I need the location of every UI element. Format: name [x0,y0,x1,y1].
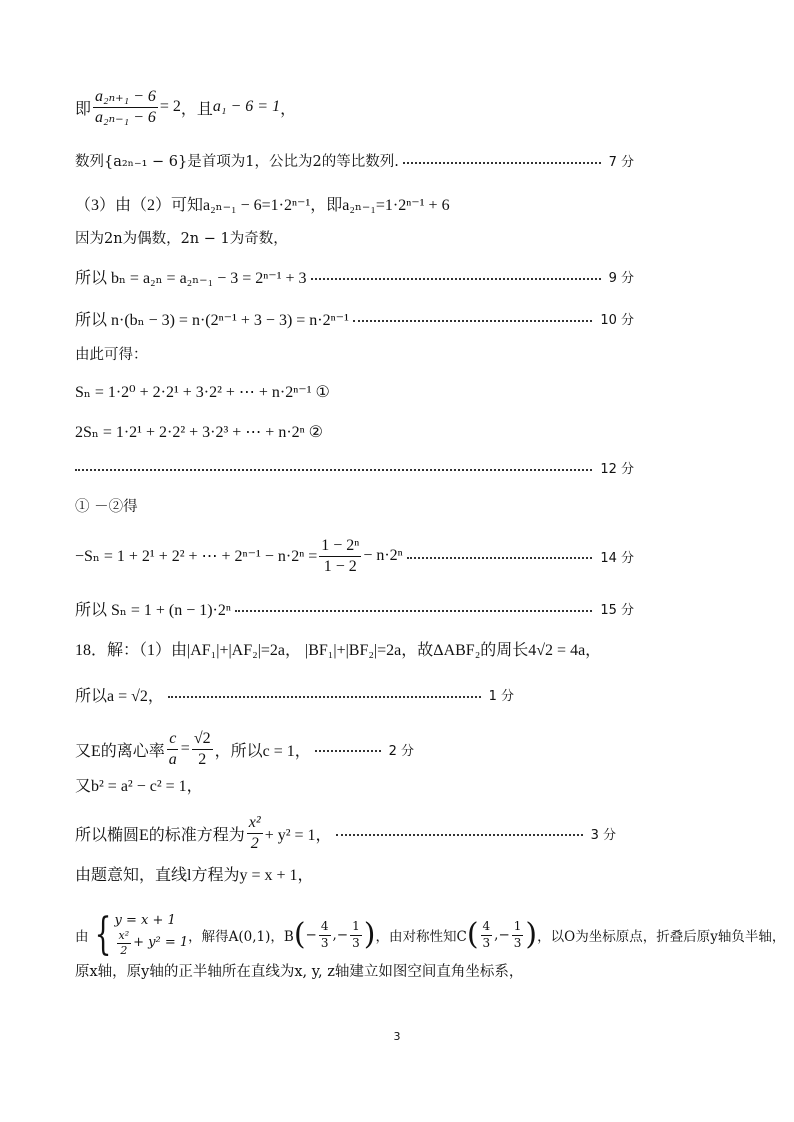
equation-part: a₁ − 6 = 1 [212,98,281,116]
fraction-c-x [481,920,493,949]
frac-den: 2 [198,750,207,768]
line-a-value [75,683,514,706]
fraction-a-ratio [93,88,158,126]
line-nbn [75,307,634,330]
score-mark: 3 分 [590,827,616,843]
line-part3 [75,192,634,215]
paren: ) [363,917,376,953]
line-hence [75,343,634,364]
line-parity [75,227,634,248]
text-fragment: ，所以c = 1， [214,742,311,760]
text-line: 数列{a₂ₙ₋₁ − 6}是首项为1，公比为2的等比数列. [75,154,399,170]
dotted-leader [336,834,583,836]
text-line: 所以a = √2， [75,688,164,705]
text-fragment: 即 [75,100,92,118]
frac-num: c [167,730,178,750]
dotted-leader [403,162,601,164]
equation-part: + y² = 1 [133,935,189,951]
line-q18 [75,637,624,660]
text-line: 由此可得： [75,347,148,363]
text-line: Sₙ = 1·2⁰ + 2·2¹ + 3·2² + ⋯ + n·2ⁿ⁻¹ ① [75,384,330,401]
text-line: ① －②得 [75,499,138,515]
score-mark: 12 分 [600,462,634,477]
paren: ) [525,917,538,953]
line-ellipse-equation [75,814,616,852]
line-line-l [75,862,634,885]
dotted-leader [235,610,592,612]
text-line: 所以 Sₙ = 1 + (n − 1)·2ⁿ [75,602,231,619]
dotted-leader [311,278,601,280]
score-mark: 10 分 [600,313,634,328]
score-mark: 15 分 [600,603,634,618]
separator: ,− [494,927,510,944]
dotted-leader [407,557,593,559]
frac-num: √2 [192,730,213,750]
line-sn-result [75,597,634,620]
text-line: 原x轴，原y轴的正半轴所在直线为x, y, z轴建立如图空间直角坐标系， [75,964,524,980]
score-mark: 7 分 [608,155,634,170]
score-mark: 9 分 [608,271,634,286]
line-2sn-eq2 [75,422,634,442]
text-fragment: ，以O为坐标原点，折叠后原y轴负半轴， [537,929,786,946]
text-line: 2Sₙ = 1·2¹ + 2·2² + 3·2³ + ⋯ + n·2ⁿ ② [75,424,324,441]
text-line: 又b² = a² − c² = 1， [75,778,203,795]
line-sequence-statement [75,150,634,171]
line-bn [75,265,634,288]
line-sn-eq1 [75,382,634,402]
separator: ,− [332,927,349,944]
dotted-leader [75,469,592,471]
frac-num: x² [117,930,132,944]
equation-part: − n·2ⁿ [363,547,403,565]
fraction-b-y [350,920,362,949]
sign: − [305,927,317,944]
fraction-x2-over-2 [247,814,263,852]
frac-num: 4 [319,920,331,935]
text-line: −Sₙ = 1 + 2¹ + 2² + ⋯ + 2ⁿ⁻¹ − n·2ⁿ = [75,548,318,566]
score-mark: 2 分 [388,743,414,759]
text-fragment: ，且 [180,100,213,118]
fraction-c-over-a [167,730,179,768]
fraction-sqrt2-over-2 [192,730,213,768]
text-line: 由题意知，直线l方程为y = x + 1， [75,867,314,884]
line-coordinate-system [75,960,724,981]
frac-den: 3 [482,935,491,950]
fraction-b-x [319,920,331,949]
frac-num: x² [247,814,263,834]
frac-den: 3 [352,935,360,950]
equation-part: = 2 [159,98,181,116]
dotted-leader [168,696,481,698]
frac-den: 1 − 2 [323,557,357,575]
equation-system [89,909,189,961]
frac-den: 3 [320,935,329,950]
line-b-squared [75,773,634,796]
text-fragment: + y² = 1， [264,826,332,844]
text-line: 所以 n·(bₙ − 3) = n·(2ⁿ⁻¹ + 3 − 3) = n·2ⁿ⁻¹ [75,312,349,329]
text-line: （3）由（2）可知a₂ₙ₋₁ − 6=1·2ⁿ⁻¹，即a₂ₙ₋₁=1·2ⁿ⁻¹ + 6 [75,197,450,214]
text-fragment: ， [280,100,297,118]
frac-num: 1 − 2ⁿ [319,537,361,557]
page-number: 3 [393,1030,401,1043]
frac-num: a₂ₙ₊₁ − 6 [93,88,158,108]
text-fragment: 所以椭圆E的标准方程为 [75,826,245,844]
score-mark: 14 分 [600,550,634,566]
frac-num: 4 [481,920,493,935]
line-subtract [75,495,634,516]
line-ratio [75,88,634,126]
frac-num: 1 [350,920,362,935]
text-fragment: ，解得A(0,1)，B [188,929,294,946]
system-row [115,930,189,957]
frac-den: 2 [250,834,259,852]
frac-num: 1 [512,920,524,935]
text-line: 所以 bₙ = a₂ₙ = a₂ₙ₋₁ − 3 = 2ⁿ⁻¹ + 3 [75,270,307,287]
brace: { [94,909,111,961]
line-system-solve [75,909,786,961]
text-fragment: 又E的离心率 [75,742,165,760]
frac-den: a₂ₙ₋₁ − 6 [95,108,156,126]
text-fragment: 由 [75,929,89,946]
fraction-geometric [319,537,361,575]
score-mark: 1 分 [488,689,514,704]
text-fragment: ，由对称性知C [375,929,467,946]
frac-den: a [168,750,177,768]
line-neg-sn [75,537,634,575]
frac-den: 3 [513,935,522,950]
paren: ( [293,917,306,953]
text-line: 18．解：（1）由|AF₁|+|AF₂|=2a， |BF₁|+|BF₂|=2a，故ΔABF₂的周长4√2 = 4a， [75,642,602,659]
text-line: 因为2n为偶数，2n − 1为奇数， [75,231,288,247]
dotted-leader [353,320,592,322]
dotted-leader [315,750,381,752]
fraction-c-y [512,920,524,949]
line-leader-12 [75,458,634,477]
line-eccentricity: 又E的离心率 $\frac{c}{a}$ = $\frac{√2}{2}$ ，所以c = 1， 2 分 [75,730,414,768]
paren: ( [466,917,479,953]
frac-den: 2 [120,943,128,957]
system-row: y = x + 1 [114,913,176,928]
